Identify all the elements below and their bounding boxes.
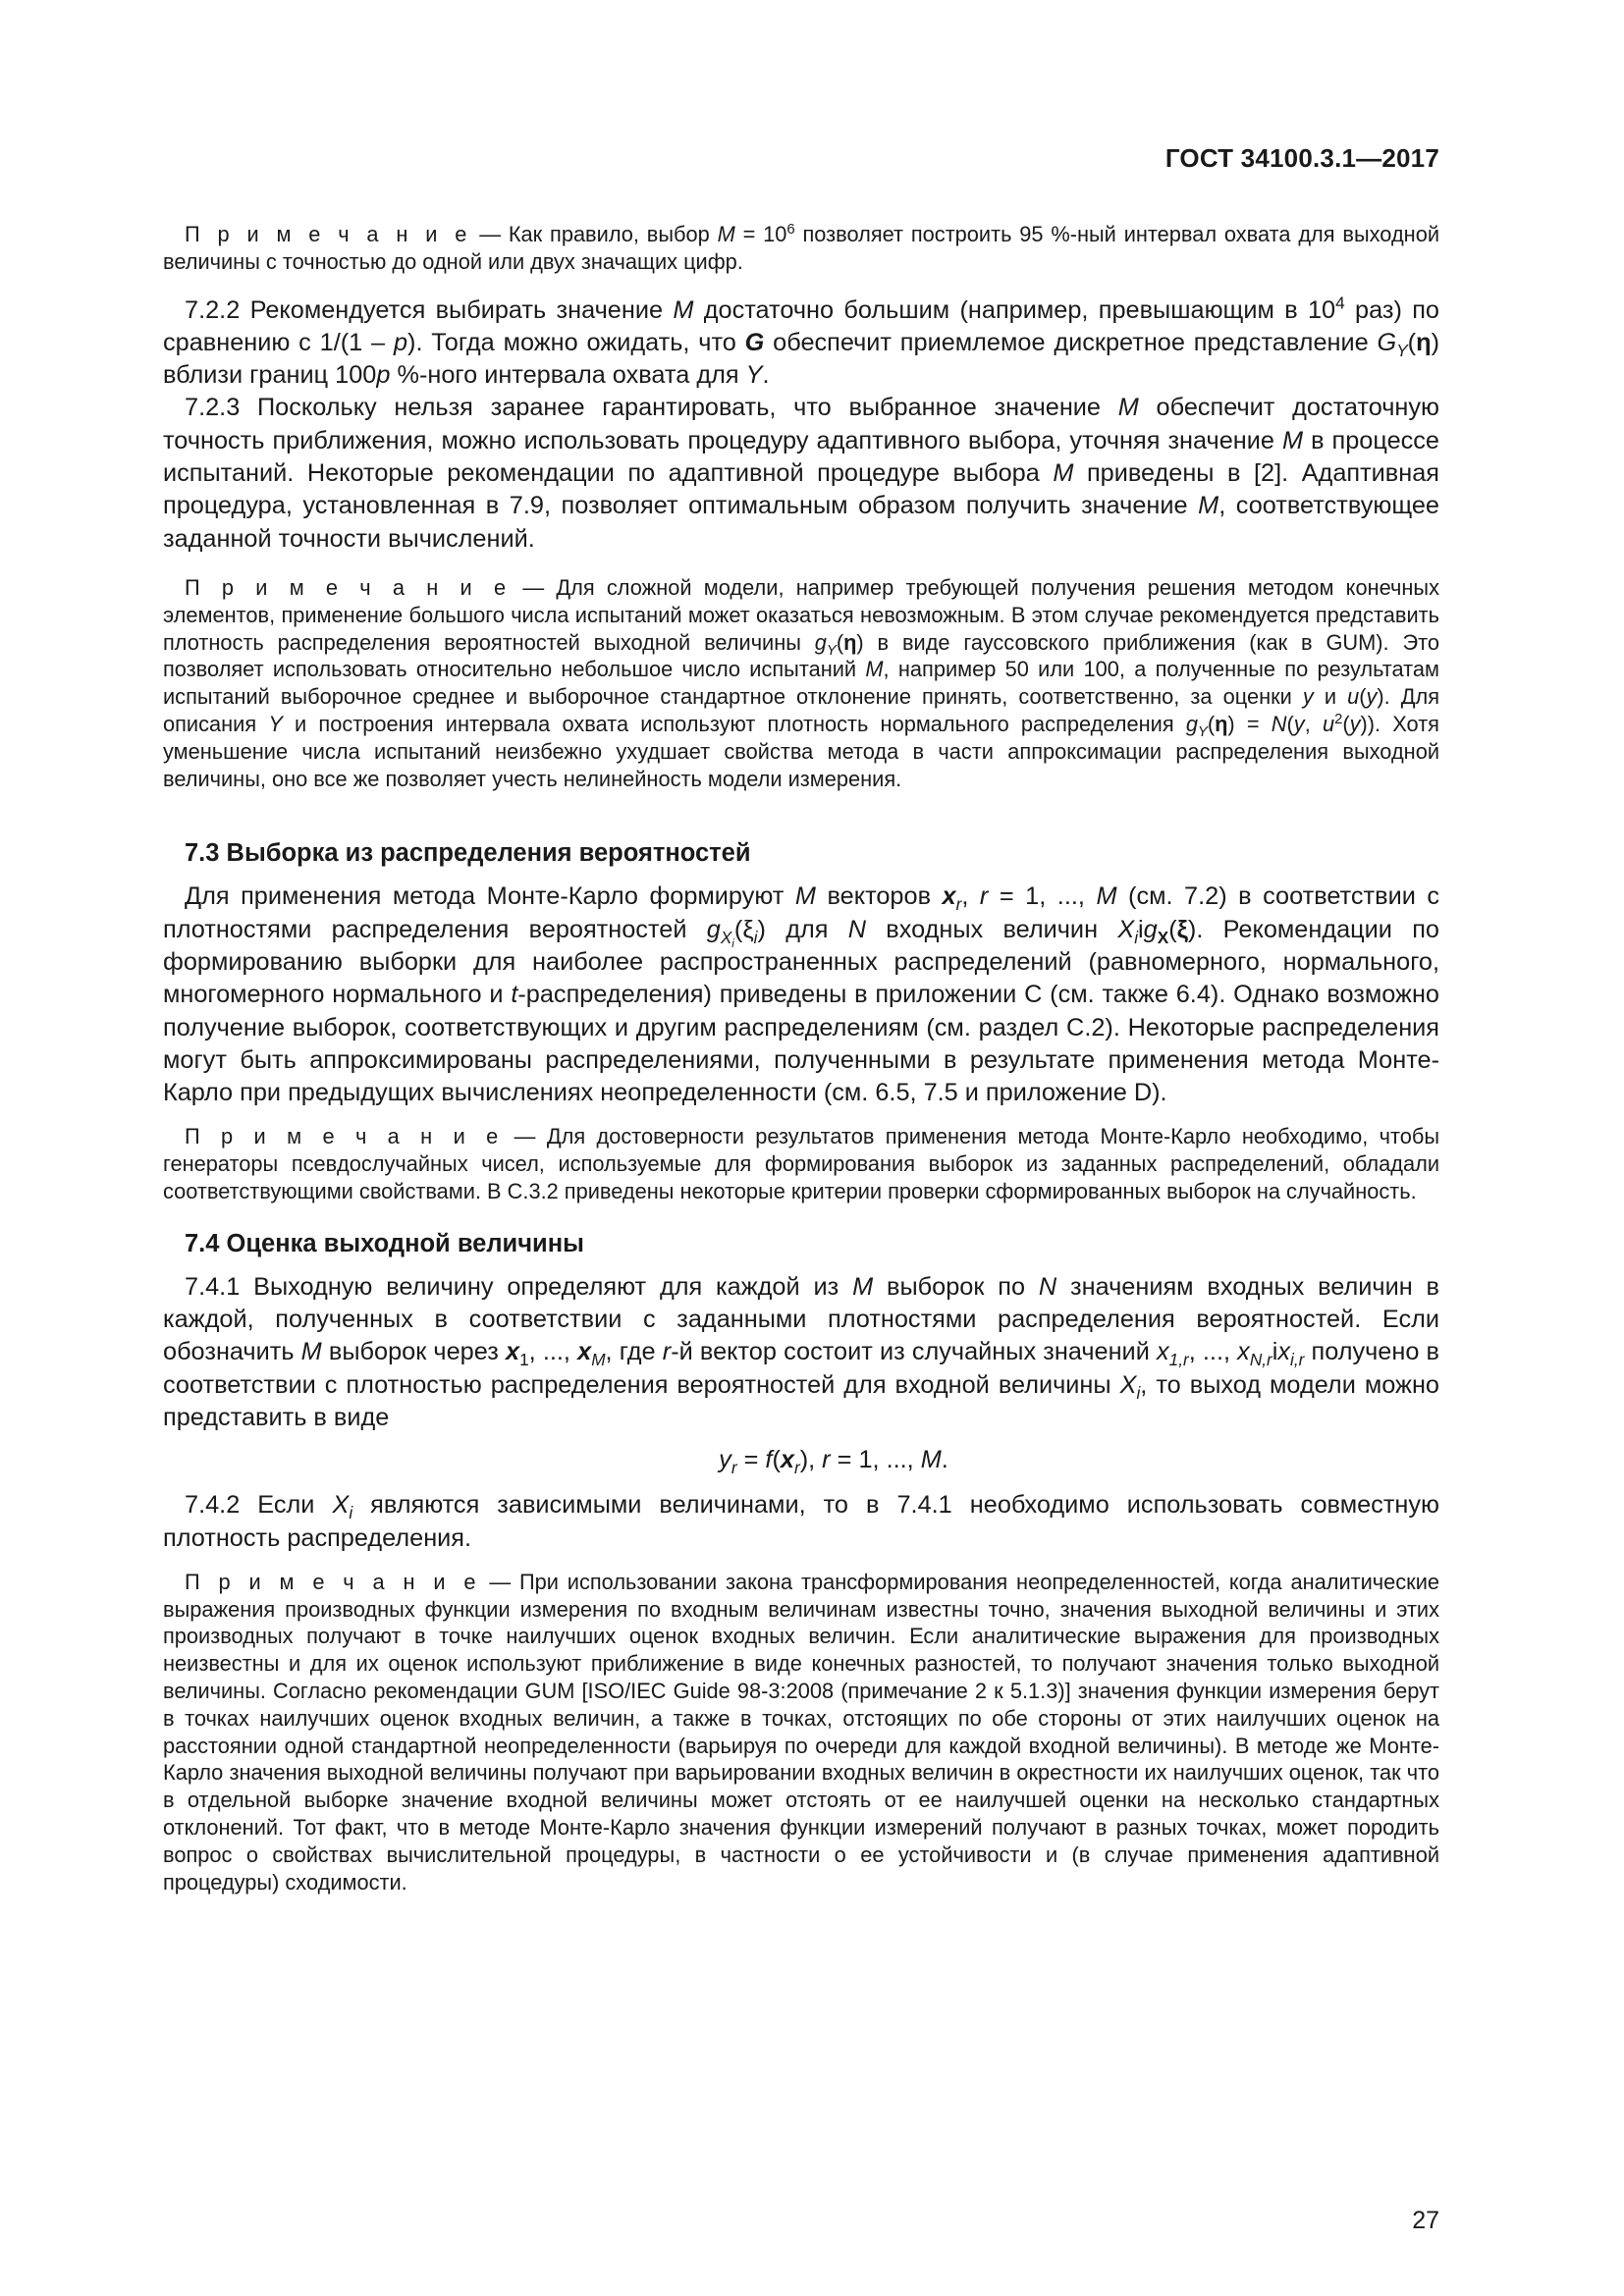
note-1: П р и м е ч а н и е — Как правило, выбор $M = 10^6$ позволяет построить 95 %-ный интервал охвата для выходной величины с точностью до одной или двух значащих цифр. [163, 221, 1439, 274]
page-number: 27 [1412, 2207, 1439, 2234]
section-heading-7-4: 7.4 Оценка выходной величины [185, 1229, 584, 1257]
document-header: ГОСТ 34100.3.1—2017 [1164, 143, 1439, 173]
note-2: П р и м е ч а н и е — Для сложной модели, например требующей получения решения методом конечных элементов, применение большого числа испытаний может оказаться невозможным. В этом случае рекомендуется представить плотность распределения вероятностей выходной величины $g_Y(\eta)$ в виде гауссовского приближения (как в GUM). Это позволяет использовать относительно небольшое число испытаний M, например 50 или 100, а полученные по результатам испытаний выборочное среднее и выборочное стандартное отклонение принять, соответственно, за оценки y и u(y). Для описания Y и построения интервала охвата используют плотность нормального распределения $g_Y(\eta) = N(y$, $u^2(y)$). Хотя уменьшение числа испытаний неизбежно ухудшает свойства метода в части аппроксимации распределения выходной величины, оно все же позволяет учесть нелинейность модели измерения. [163, 574, 1440, 791]
note-label: П р и м е ч а н и е [185, 1569, 481, 1594]
paragraph-7-4-2: 7.4.2 Если $X_i$ являются зависимыми величинами, то в 7.4.1 необходимо использовать совместную плотность распределения. [163, 1491, 1440, 1552]
page-content [163, 221, 1439, 1896]
paragraph-7-2-2: 7.2.2 Рекомендуется выбирать значение M достаточно большим (например, превышающим в $10^4$ раз) по сравнению с 1/(1 – p). Тогда можно ожидать, что G обеспечит приемлемое дискретное представление $G_Y(\eta)$ вблизи границ 100p %-ного интервала охвата для Y. [163, 293, 1439, 390]
note-label: П р и м е ч а н и е [185, 222, 472, 246]
note-3: П р и м е ч а н и е — Для достоверности результатов применения метода Монте-Карло необходимо, чтобы генераторы псевдослучайных чисел, используемые для формирования выборок из заданных распределений, обладали соответствующими свойствами. В С.3.2 приведены некоторые критерии проверки сформированных выборок на случайность. [163, 1124, 1440, 1204]
note-label: П р и м е ч а н и е [185, 1124, 504, 1149]
note-label: П р и м е ч а н и е [185, 574, 512, 600]
paragraph-7-4-1: 7.4.1 Выходную величину определяют для каждой из M выборок по N значениям входных величин в каждой, полученных в соответствии с заданными плотностями распределения вероятностей. Если обозначить M выборок через $x_1$, ..., $x_M$, где r-й вектор состоит из случайных значений $x_{1,r}$, ..., $x_{N,r}ix_{i,r}$ получено в соответствии с плотностью распределения вероятностей для входной величины $X_i$, то выход модели можно представить в виде [163, 1272, 1439, 1431]
formula-model-output: $y_r = f(x_r)$, r = 1, ..., M. [719, 1446, 948, 1478]
paragraph-7-2-3: 7.2.3 Поскольку нельзя заранее гарантировать, что выбранное значение M обеспечит достаточную точность приближения, можно использовать процедуру адаптивного выбора, уточняя значение M в процессе испытаний. Некоторые рекомендации по адаптивной процедуре выбора M приведены в [2]. Адаптивная процедура, установленная в 7.9, позволяет оптимальным образом получить значение M, соответствующее заданной точности вычислений. [163, 394, 1439, 553]
note-4: П р и м е ч а н и е — При использовании закона трансформирования неопределенностей, когда аналитические выражения производных функции измерения по входным величинам известны точно, значения выходной величины и этих производных получают в точке наилучших оценок входных величин. Если аналитические выражения для производных неизвестны и для их оценок используют приближение в виде конечных разностей, то получают значения только выходной величины. Согласно рекомендации GUM [ISO/IEC Guide 98-3:2008 (примечание 2 к 5.1.3)] значения функции измерения берут в точках наилучших оценок входных величин, а также в точках, отстоящих по обе стороны от этих наилучших оценок на расстоянии одной стандартной неопределенности (варьируя по очереди для каждой входной величины). В методе же Монте-Карло значения выходной величины получают при варьировании входных величин в окрестности их наилучших оценок, так что в отдельной выборке значение входной величины может отстоять от ее наилучшей оценки на несколько стандартных отклонений. Тот факт, что в методе Монте-Карло значения функции измерений получают в разных точках, может породить вопрос о свойствах вычислительной процедуры, в частности о ее устойчивости и (в случае применения адаптивной процедуры) сходимости. [163, 1569, 1440, 1895]
section-heading-7-3: 7.3 Выборка из распределения вероятностей [185, 839, 751, 868]
paragraph-7-3: Для применения метода Монте-Карло формируют M векторов $x_r$, r = 1, ..., M (см. 7.2) в соответствии с плотностями распределения вероятностей $g_{X_i}(\xi_i)$ для N входных величин $X_iig_X(\xi)$. Рекомендации по формированию выборки для наиболее распространенных распределений (равномерного, нормального, многомерного нормального и t-распределения) приведены в приложении С (см. также 6.4). Однако возможно получение выборок, соответствующих и другим распределениям (см. раздел С.2). Некоторые распределения могут быть аппроксимированы распределениями, полученными в результате применения метода Монте-Карло при предыдущих вычислениях неопределенности (см. 6.5, 7.5 и приложение D). [163, 882, 1440, 1107]
